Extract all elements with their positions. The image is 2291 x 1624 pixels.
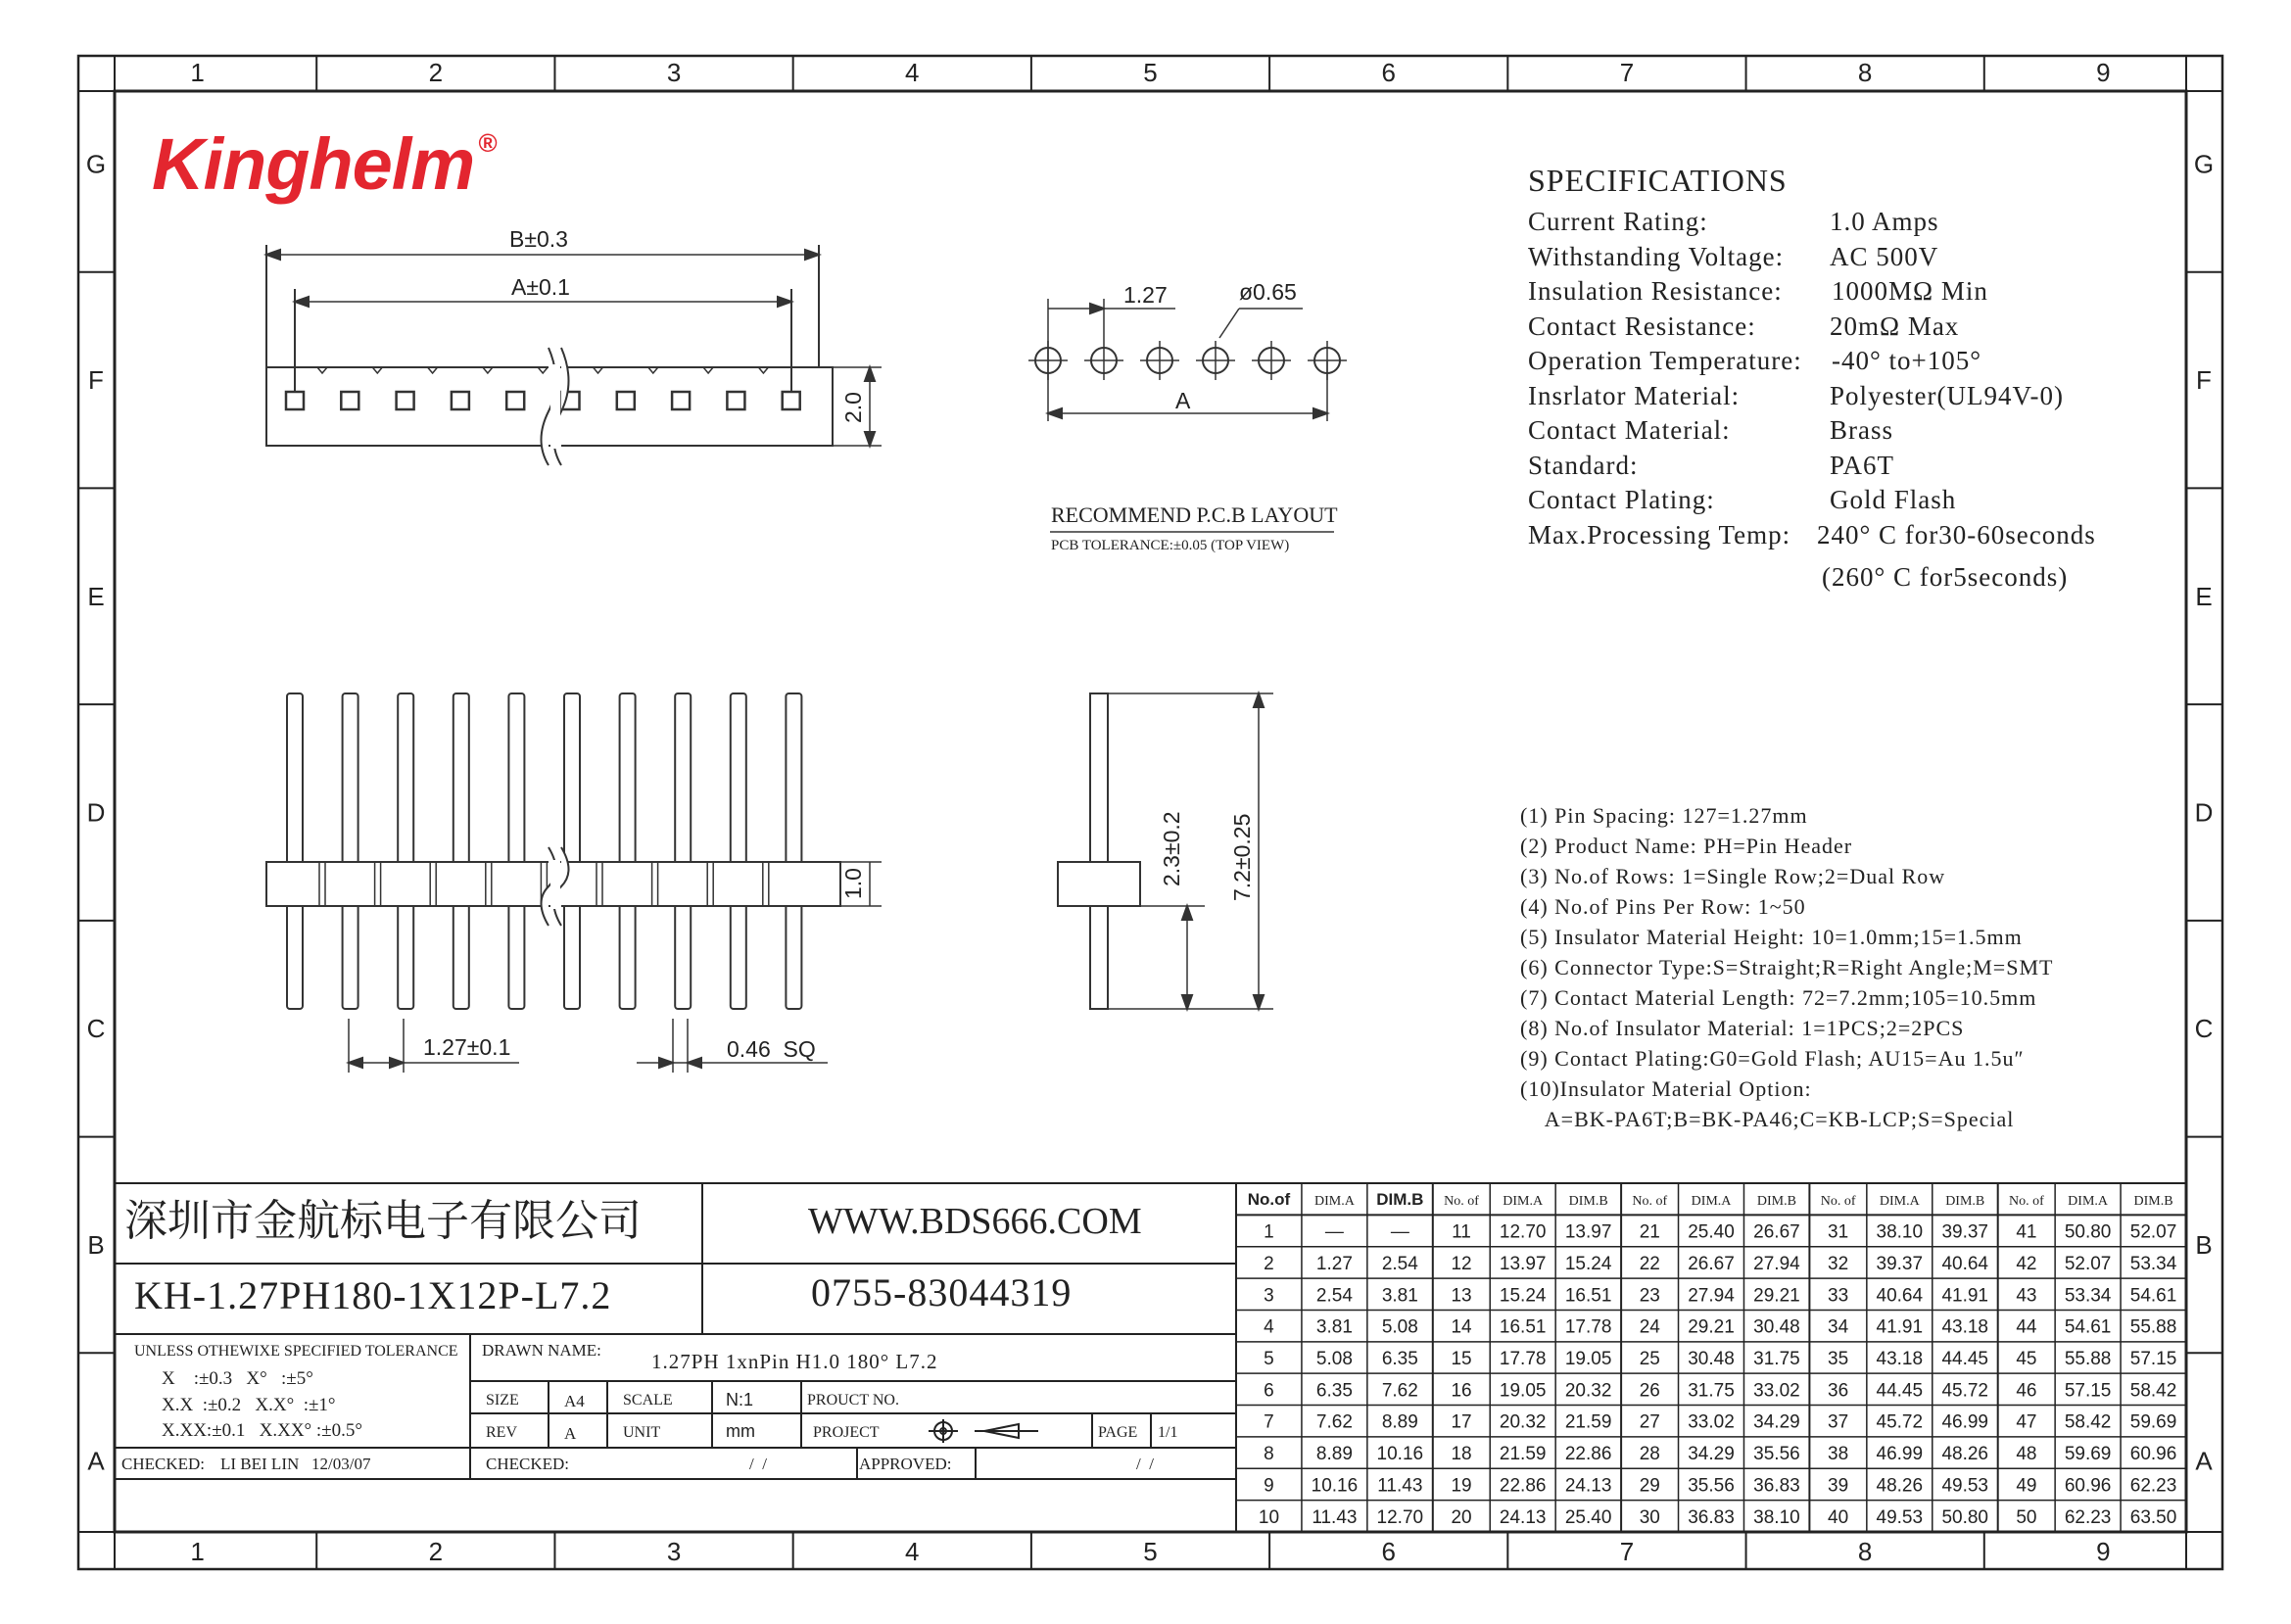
spec-label: Insulation Resistance: xyxy=(1528,276,1783,306)
dim-table-cell: 57.15 xyxy=(2129,1349,2177,1369)
tolerance-line-1: X :±0.3 X° :±5° xyxy=(162,1368,313,1389)
dim-table-cell: 47 xyxy=(2016,1411,2037,1433)
part-number: KH-1.27PH180-1X12P-L7.2 xyxy=(134,1273,612,1317)
zone-row-label: F xyxy=(2196,365,2212,396)
pcb-a-label: A xyxy=(1175,388,1191,413)
dim-table-cell: 48.26 xyxy=(1941,1444,1989,1465)
dim-table-cell: 49.53 xyxy=(1941,1475,1989,1497)
pcb-title: RECOMMEND P.C.B LAYOUT xyxy=(1051,502,1338,527)
note-line: (7) Contact Material Length: 72=7.2mm;105=10.5mm xyxy=(1520,985,2037,1010)
zone-row-label: E xyxy=(2195,581,2213,611)
zone-col-label: 3 xyxy=(666,58,682,87)
approved-label: APPROVED: xyxy=(859,1455,952,1473)
dim-table-cell: 6.35 xyxy=(1315,1380,1353,1402)
note-line: (9) Contact Plating:G0=Gold Flash; AU15=Au 1.5u″ xyxy=(1520,1046,2025,1071)
zone-col-label: 8 xyxy=(1857,1537,1873,1566)
dim-table-cell: 53.34 xyxy=(2064,1285,2112,1307)
spec-value: 1000MΩ Min xyxy=(1832,276,1988,306)
spec-value: 1.0 Amps xyxy=(1830,207,1939,236)
dim-table-cell: 25.40 xyxy=(1564,1506,1612,1528)
dim-table-cell: 40.64 xyxy=(1941,1253,1989,1274)
top-view xyxy=(266,245,882,465)
dim-table-cell: 48.26 xyxy=(1876,1475,1924,1497)
dim-table-header: DIM.B xyxy=(1376,1190,1424,1210)
spec-value: Polyester(UL94V-0) xyxy=(1830,380,2064,410)
dim-table-cell: 58.42 xyxy=(2129,1380,2177,1402)
dim-table-cell: 45.72 xyxy=(1876,1411,1924,1433)
dim-table-header: DIM.B xyxy=(2133,1194,2173,1210)
dim-table-cell: 16 xyxy=(1451,1380,1472,1402)
dim-table-cell: 11 xyxy=(1452,1221,1471,1243)
pin-upper-label: 2.3±0.2 xyxy=(1159,811,1184,886)
dim-table-cell: 10.16 xyxy=(1311,1475,1359,1497)
dim-table-cell: 13.97 xyxy=(1564,1221,1612,1243)
dim-table-cell: 11.43 xyxy=(1312,1506,1358,1528)
zone-row-label: E xyxy=(87,581,105,611)
front-view xyxy=(266,693,882,1073)
zone-col-label: 6 xyxy=(1381,1537,1396,1566)
dim-table-cell: 15.24 xyxy=(1499,1285,1547,1307)
dim-table-header: No.of xyxy=(1247,1190,1291,1210)
dim-table-cell: 17.78 xyxy=(1564,1316,1612,1338)
note-line: (6) Connector Type:S=Straight;R=Right Angle;M=SMT xyxy=(1520,955,2054,979)
dim-table-cell: 41.91 xyxy=(1876,1316,1924,1338)
phone: 0755-83044319 xyxy=(811,1270,1073,1314)
drawn-value: 1.27PH 1xnPin H1.0 180° L7.2 xyxy=(651,1350,938,1373)
dimension-table xyxy=(1236,1183,2186,1532)
zone-row-label: B xyxy=(87,1229,105,1260)
dim-table-cell: 18 xyxy=(1451,1444,1472,1465)
tolerance-line-3: X.XX:±0.1 X.XX° :±0.5° xyxy=(162,1420,362,1441)
dim-table-cell: 43.18 xyxy=(1941,1316,1989,1338)
dim-table-cell: 28 xyxy=(1639,1444,1660,1465)
spec-label: Operation Temperature: xyxy=(1528,346,1802,375)
zone-col-label: 2 xyxy=(428,58,444,87)
dim-table-cell: 40.64 xyxy=(1876,1285,1924,1307)
dim-table-cell: 50.80 xyxy=(1941,1506,1989,1528)
dim-table-header: No. of xyxy=(1632,1194,1668,1210)
dim-table-cell: 6.35 xyxy=(1381,1349,1418,1369)
dim-table-cell: 41.91 xyxy=(1941,1285,1989,1307)
dim-table-header: No. of xyxy=(1444,1194,1479,1210)
dim-table-cell: 31 xyxy=(1828,1221,1849,1243)
dim-b-label: B±0.3 xyxy=(509,226,568,252)
website: WWW.BDS666.COM xyxy=(808,1201,1142,1242)
dim-table-cell: 27 xyxy=(1639,1411,1660,1433)
dim-table-cell: 26.67 xyxy=(1688,1253,1735,1274)
dim-table-cell: 26.67 xyxy=(1753,1221,1800,1243)
dim-table-cell: 15.24 xyxy=(1564,1253,1612,1274)
rev-label: REV xyxy=(486,1424,517,1441)
dim-table-cell: 2.54 xyxy=(1315,1285,1353,1307)
note-line: (1) Pin Spacing: 127=1.27mm xyxy=(1520,803,1808,828)
unit-value: mm xyxy=(726,1421,755,1441)
dim-table-cell: 13.97 xyxy=(1499,1253,1547,1274)
dim-table-cell: 49.53 xyxy=(1876,1506,1924,1528)
dim-table-header: DIM.B xyxy=(1945,1194,1985,1210)
spec-label: Max.Processing Temp: xyxy=(1528,519,1791,549)
dim-table-cell: 55.88 xyxy=(2064,1349,2112,1369)
spec-label: Contact Material: xyxy=(1528,415,1731,445)
zone-col-label: 9 xyxy=(2096,58,2111,87)
dim-table-header: No. of xyxy=(2009,1194,2044,1210)
checked-label: CHECKED: xyxy=(121,1455,205,1473)
dim-table-cell: 4 xyxy=(1264,1316,1274,1338)
spec-label: Current Rating: xyxy=(1528,207,1708,236)
dim-table-cell: 25.40 xyxy=(1688,1221,1735,1243)
pin-pitch-label: 1.27±0.1 xyxy=(423,1034,511,1060)
dim-table-cell: 38.10 xyxy=(1753,1506,1800,1528)
dim-table-cell: 16.51 xyxy=(1499,1316,1547,1338)
dim-table-cell: 20.32 xyxy=(1499,1411,1547,1433)
dim-table-header: DIM.B xyxy=(1756,1194,1796,1210)
dim-table-header: DIM.A xyxy=(1503,1194,1544,1210)
dim-table-cell: 39 xyxy=(1828,1475,1849,1497)
dim-table-cell: 7.62 xyxy=(1381,1380,1418,1402)
zone-row-label: D xyxy=(86,797,106,828)
spec-value: Gold Flash xyxy=(1830,485,1957,514)
dim-table-cell: 24.13 xyxy=(1564,1475,1612,1497)
spec-value: PA6T xyxy=(1830,450,1895,480)
zone-col-label: 7 xyxy=(1619,1537,1635,1566)
dim-table-cell: 29.21 xyxy=(1688,1316,1735,1338)
dim-table-cell: 36.83 xyxy=(1753,1475,1800,1497)
dim-table-cell: 2 xyxy=(1264,1253,1274,1274)
spec-extra: (260° C for5seconds) xyxy=(1822,562,2069,592)
spec-heading: SPECIFICATIONS xyxy=(1528,163,1788,198)
product-no-label: PROUCT NO. xyxy=(807,1392,899,1409)
dim-table-cell: 12 xyxy=(1451,1253,1472,1274)
note-line: (5) Insulator Material Height: 10=1.0mm;15=1.5mm xyxy=(1520,925,2023,949)
dim-table-cell: 50 xyxy=(2016,1506,2037,1528)
zone-col-label: 8 xyxy=(1857,58,1873,87)
pcb-layout xyxy=(1028,299,1347,532)
dim-table-cell: 30.48 xyxy=(1688,1349,1735,1369)
dim-height-label: 2.0 xyxy=(840,392,866,423)
dim-table-cell: 19.05 xyxy=(1499,1380,1547,1402)
spec-value: Brass xyxy=(1830,415,1893,445)
zone-col-label: 4 xyxy=(905,1537,920,1566)
dim-table-cell: 62.23 xyxy=(2129,1475,2177,1497)
dim-table-cell: 25 xyxy=(1639,1349,1660,1369)
dim-table-cell: 35.56 xyxy=(1753,1444,1800,1465)
dim-table-cell: 48 xyxy=(2016,1444,2037,1465)
drawn-label: DRAWN NAME: xyxy=(482,1341,601,1360)
dim-table-cell: 3 xyxy=(1264,1285,1274,1307)
dim-table-cell: 31.75 xyxy=(1688,1380,1735,1402)
dim-table-cell: 30 xyxy=(1639,1506,1660,1528)
dim-table-cell: 22.86 xyxy=(1499,1475,1547,1497)
dim-table-cell: 12.70 xyxy=(1499,1221,1547,1243)
spec-value: AC 500V xyxy=(1830,241,1939,271)
dim-table-cell: 10 xyxy=(1258,1506,1280,1528)
checked2-label: CHECKED: xyxy=(486,1455,569,1473)
dim-table-cell: 60.96 xyxy=(2129,1444,2177,1465)
zone-row-label: A xyxy=(2195,1446,2213,1476)
dim-table-cell: 59.69 xyxy=(2064,1444,2112,1465)
dim-table-cell: 29.21 xyxy=(1753,1285,1800,1307)
pcb-pitch-label: 1.27 xyxy=(1123,282,1168,308)
dim-table-cell: 50.80 xyxy=(2064,1221,2112,1243)
dim-table-cell: 34.29 xyxy=(1688,1444,1735,1465)
dim-table-cell: 21 xyxy=(1639,1221,1660,1243)
zone-row-label: C xyxy=(86,1014,106,1044)
dim-table-cell: 27.94 xyxy=(1688,1285,1735,1307)
dim-table-cell: 19 xyxy=(1451,1475,1472,1497)
dim-table-cell: 30.48 xyxy=(1753,1316,1800,1338)
dim-table-cell: 42 xyxy=(2016,1253,2037,1274)
page-value: 1/1 xyxy=(1158,1424,1178,1441)
dim-table-cell: 33.02 xyxy=(1753,1380,1800,1402)
spec-label: Contact Plating: xyxy=(1528,485,1715,514)
spec-label: Withstanding Voltage: xyxy=(1528,241,1785,271)
dim-table-cell: 41 xyxy=(2016,1221,2037,1243)
dim-table-cell: 8.89 xyxy=(1381,1411,1418,1433)
spec-label: Insrlator Material: xyxy=(1528,380,1741,410)
zone-row-label: D xyxy=(2194,797,2214,828)
zone-col-label: 7 xyxy=(1619,58,1635,87)
dim-table-cell: 38 xyxy=(1828,1444,1849,1465)
note-line: (3) No.of Rows: 1=Single Row;2=Dual Row xyxy=(1520,864,1946,888)
checked2-date: / / xyxy=(749,1455,767,1473)
dim-table-cell: 29 xyxy=(1639,1475,1660,1497)
dim-table-cell: 16.51 xyxy=(1564,1285,1612,1307)
dim-table-cell: 7.62 xyxy=(1315,1411,1353,1433)
project-label: PROJECT xyxy=(813,1424,880,1441)
zone-col-label: 1 xyxy=(190,1537,205,1566)
dim-table-cell: 35.56 xyxy=(1688,1475,1735,1497)
dim-table-cell: 33 xyxy=(1828,1285,1849,1307)
dim-table-cell: 52.07 xyxy=(2064,1253,2112,1274)
dim-table-cell: 7 xyxy=(1264,1411,1274,1433)
dim-table-cell: 58.42 xyxy=(2064,1411,2112,1433)
dim-table-cell: 36 xyxy=(1828,1380,1849,1402)
dim-table-cell: 6 xyxy=(1264,1380,1274,1402)
dim-table-cell: 17.78 xyxy=(1499,1349,1547,1369)
tolerance-line-2: X.X :±0.2 X.X° :±1° xyxy=(162,1395,336,1415)
dim-table-cell: 45.72 xyxy=(1941,1380,1989,1402)
dim-table-cell: 1 xyxy=(1264,1221,1274,1243)
dim-table-cell: 55.88 xyxy=(2129,1316,2177,1338)
rev-value: A xyxy=(564,1424,577,1443)
dim-table-cell: 8.89 xyxy=(1315,1444,1353,1465)
dim-table-cell: 27.94 xyxy=(1753,1253,1800,1274)
zone-col-label: 6 xyxy=(1381,58,1396,87)
dim-table-cell: 63.50 xyxy=(2129,1506,2177,1528)
dim-table-cell: 21.59 xyxy=(1564,1411,1612,1433)
note-line: (2) Product Name: PH=Pin Header xyxy=(1520,834,1853,858)
zone-col-label: 3 xyxy=(666,1537,682,1566)
scale-value: N:1 xyxy=(726,1390,754,1409)
kinghelm-logo: Kinghelm ® xyxy=(152,123,497,205)
unit-label: UNIT xyxy=(623,1424,661,1441)
zone-row-label: G xyxy=(2193,149,2215,179)
dim-table-cell: 43 xyxy=(2016,1285,2037,1307)
note-line: (10)Insulator Material Option: xyxy=(1520,1076,1812,1101)
size-value: A4 xyxy=(564,1392,585,1410)
dim-table-cell: — xyxy=(1390,1221,1409,1243)
tolerance-heading: UNLESS OTHEWIXE SPECIFIED TOLERANCE xyxy=(134,1343,458,1360)
zone-row-label: C xyxy=(2194,1014,2214,1044)
dim-table-cell: 52.07 xyxy=(2129,1221,2177,1243)
dim-table-cell: 20.32 xyxy=(1564,1380,1612,1402)
dim-table-header: No. of xyxy=(1820,1194,1856,1210)
dim-table-cell: 17 xyxy=(1451,1411,1472,1433)
company-name: 深圳市金航标电子有限公司 xyxy=(124,1197,642,1245)
zone-row-label: G xyxy=(85,149,107,179)
dim-table-cell: 36.83 xyxy=(1688,1506,1735,1528)
dim-table-cell: — xyxy=(1324,1221,1344,1243)
dim-table-cell: 5.08 xyxy=(1381,1316,1418,1338)
spec-label: Contact Resistance: xyxy=(1528,310,1756,341)
approved-date: / / xyxy=(1136,1455,1154,1473)
zone-col-label: 5 xyxy=(1143,1537,1158,1566)
dim-table-cell: 10.16 xyxy=(1376,1444,1424,1465)
dim-table-cell: 57.15 xyxy=(2064,1380,2112,1402)
dim-table-header: DIM.A xyxy=(1313,1194,1355,1210)
spec-value: 20mΩ Max xyxy=(1830,310,1960,341)
dim-table-cell: 46 xyxy=(2016,1380,2037,1402)
dim-table-cell: 44.45 xyxy=(1941,1349,1989,1369)
dim-table-cell: 1.27 xyxy=(1315,1253,1353,1274)
dim-table-cell: 59.69 xyxy=(2129,1411,2177,1433)
note-line: A=BK-PA6T;B=BK-PA46;C=KB-LCP;S=Special xyxy=(1520,1107,2015,1131)
dim-table-cell: 37 xyxy=(1828,1411,1849,1433)
dim-table-cell: 39.37 xyxy=(1876,1253,1924,1274)
zone-row-label: B xyxy=(2195,1229,2213,1260)
spec-value: -40° to+105° xyxy=(1832,346,1982,375)
dim-table-cell: 34.29 xyxy=(1753,1411,1800,1433)
dim-table-cell: 24.13 xyxy=(1499,1506,1547,1528)
pcb-hole-label: ø0.65 xyxy=(1239,279,1297,305)
dim-table-cell: 14 xyxy=(1451,1316,1472,1338)
dim-table-cell: 12.70 xyxy=(1376,1506,1424,1528)
dim-table-cell: 54.61 xyxy=(2064,1316,2112,1338)
dim-table-cell: 38.10 xyxy=(1876,1221,1924,1243)
pin-sq-label: 0.46 SQ xyxy=(727,1036,816,1062)
dim-table-cell: 22.86 xyxy=(1564,1444,1612,1465)
size-label: SIZE xyxy=(486,1392,519,1409)
dim-table-cell: 31.75 xyxy=(1753,1349,1800,1369)
dim-table-cell: 24 xyxy=(1639,1316,1660,1338)
checked-value: LI BEI LIN 12/03/07 xyxy=(220,1455,371,1473)
dim-table-cell: 43.18 xyxy=(1876,1349,1924,1369)
dim-table-cell: 23 xyxy=(1639,1285,1660,1307)
projection-symbol xyxy=(929,1419,1038,1443)
dim-table-header: DIM.A xyxy=(1879,1194,1920,1210)
dim-table-cell: 3.81 xyxy=(1315,1316,1353,1338)
zone-col-label: 4 xyxy=(905,58,920,87)
dim-table-cell: 46.99 xyxy=(1876,1444,1924,1465)
dim-table-cell: 20 xyxy=(1451,1506,1472,1528)
zone-row-label: A xyxy=(87,1446,105,1476)
dim-table-cell: 8 xyxy=(1264,1444,1274,1465)
dim-table-cell: 44.45 xyxy=(1876,1380,1924,1402)
dim-table-header: DIM.A xyxy=(2068,1194,2109,1210)
dim-table-cell: 40 xyxy=(1828,1506,1849,1528)
dim-table-cell: 26 xyxy=(1639,1380,1660,1402)
ins-height-label: 1.0 xyxy=(840,868,866,899)
spec-label: Standard: xyxy=(1528,450,1639,480)
dim-table-cell: 49 xyxy=(2016,1475,2037,1497)
dim-table-cell: 53.34 xyxy=(2129,1253,2177,1274)
dim-table-cell: 22 xyxy=(1639,1253,1660,1274)
zone-col-label: 5 xyxy=(1143,58,1158,87)
dim-table-cell: 39.37 xyxy=(1941,1221,1989,1243)
zone-col-label: 9 xyxy=(2096,1537,2111,1566)
spec-value: 240° C for30-60seconds xyxy=(1817,519,2096,549)
dim-table-cell: 62.23 xyxy=(2064,1506,2112,1528)
dim-table-cell: 5.08 xyxy=(1315,1349,1353,1369)
dim-table-cell: 60.96 xyxy=(2064,1475,2112,1497)
dim-table-cell: 33.02 xyxy=(1688,1411,1735,1433)
dim-table-header: DIM.A xyxy=(1691,1194,1732,1210)
dim-table-cell: 2.54 xyxy=(1381,1253,1418,1274)
dim-table-header: DIM.B xyxy=(1568,1194,1608,1210)
dim-table-cell: 3.81 xyxy=(1381,1285,1418,1307)
dim-table-cell: 15 xyxy=(1451,1349,1472,1369)
dim-table-cell: 46.99 xyxy=(1941,1411,1989,1433)
scale-label: SCALE xyxy=(623,1392,673,1409)
dim-table-cell: 32 xyxy=(1828,1253,1849,1274)
dim-table-cell: 34 xyxy=(1828,1316,1849,1338)
dim-table-cell: 9 xyxy=(1264,1475,1274,1497)
pin-total-label: 7.2±0.25 xyxy=(1229,813,1255,901)
dim-table-cell: 45 xyxy=(2016,1349,2037,1369)
zone-col-label: 2 xyxy=(428,1537,444,1566)
dim-table-cell: 35 xyxy=(1828,1349,1849,1369)
dim-table-cell: 21.59 xyxy=(1499,1444,1547,1465)
dim-table-cell: 54.61 xyxy=(2129,1285,2177,1307)
dim-table-cell: 44 xyxy=(2016,1316,2037,1338)
dim-table-cell: 13 xyxy=(1451,1285,1472,1307)
dim-a-label: A±0.1 xyxy=(511,274,570,300)
pcb-tolerance: PCB TOLERANCE:±0.05 (TOP VIEW) xyxy=(1051,538,1290,553)
dim-table-cell: 19.05 xyxy=(1564,1349,1612,1369)
zone-col-label: 1 xyxy=(190,58,205,87)
note-line: (4) No.of Pins Per Row: 1~50 xyxy=(1520,894,1806,919)
dim-table-cell: 5 xyxy=(1264,1349,1274,1369)
note-line: (8) No.of Insulator Material: 1=1PCS;2=2PCS xyxy=(1520,1016,1965,1040)
zone-row-label: F xyxy=(88,365,104,396)
page-label: PAGE xyxy=(1098,1424,1138,1441)
dim-table-cell: 11.43 xyxy=(1377,1475,1423,1497)
